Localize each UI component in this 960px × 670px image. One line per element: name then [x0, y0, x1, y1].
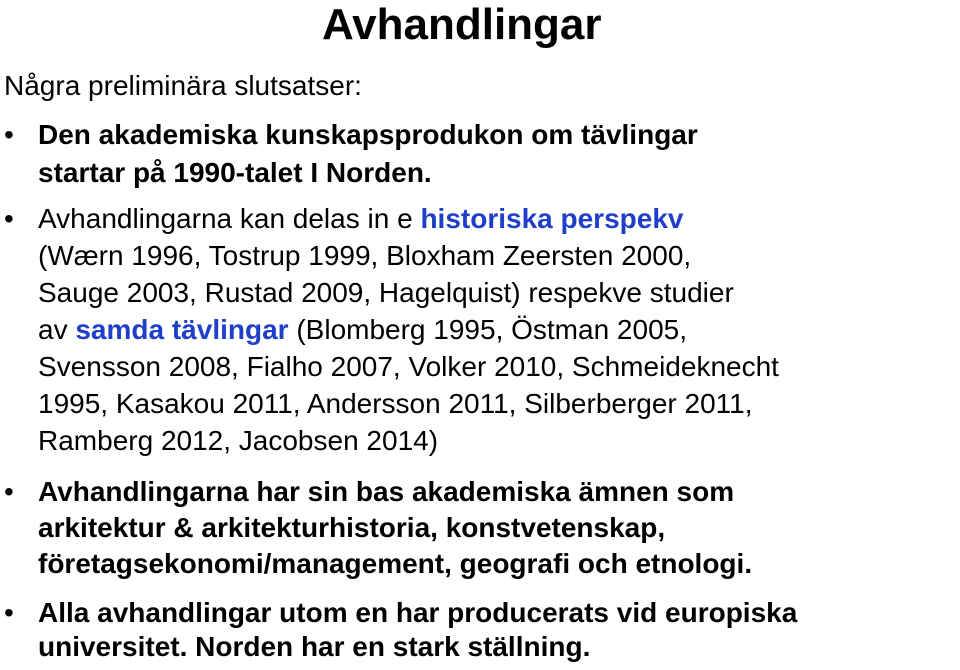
bullet-text: [38, 596, 797, 664]
bullet-line: (Wærn 1996, Tostrup 1999, Bloxham Zeersten 2000,: [38, 240, 692, 271]
bullet-line-text: (Blomberg 1995, Östman 2005,: [288, 314, 688, 345]
bullet-line: [38, 311, 779, 348]
bullet-dot: •: [4, 597, 14, 628]
bullet-dot: •: [4, 119, 14, 150]
highlight-samtida-tavlingar: samda tävlingar: [75, 314, 289, 345]
bullet-text: [38, 116, 698, 192]
bullet-dot: •: [4, 203, 14, 234]
bullet-line: företagsekonomi/management, geografi och etnologi.: [38, 548, 753, 579]
bullet-line: Ramberg 2012, Jacobsen 2014): [38, 425, 439, 456]
bullet-line-text: Avhandlingarna kan delas in e: [38, 203, 421, 234]
bullet-text: [38, 474, 752, 582]
bullet-line: Sauge 2003, Rustad 2009, Hagelquist) respekve studier: [38, 277, 734, 308]
bullet-line: Avhandlingarna har sin bas akademiska ämnen som: [38, 476, 735, 507]
bullet-dot: •: [4, 476, 14, 507]
bullet-line-text: av: [38, 314, 76, 345]
bullet-text: [38, 200, 779, 459]
bullet-line: arkitektur & arkitekturhistoria, konstvetenskap,: [38, 512, 666, 543]
bullet-line: 1995, Kasakou 2011, Andersson 2011, Silberberger 2011,: [38, 388, 753, 419]
highlight-historiska-perspektiv: historiska perspekv: [420, 203, 684, 234]
slide-title: Avhandlingar: [322, 0, 602, 49]
bullet-line: Den akademiska kunskapsprodukon om tävlingar: [38, 119, 698, 150]
intro-text: Några preliminära slutsatser:: [4, 70, 362, 101]
bullet-line: Svensson 2008, Fialho 2007, Volker 2010, Schmeideknecht: [38, 351, 779, 382]
bullet-line: universitet. Norden har en stark ställning.: [38, 631, 591, 662]
bullet-line: [38, 200, 779, 237]
bullet-line: startar på 1990-talet I Norden.: [38, 157, 432, 188]
bullet-line: Alla avhandlingar utom en har producerats vid europiska: [38, 597, 798, 628]
